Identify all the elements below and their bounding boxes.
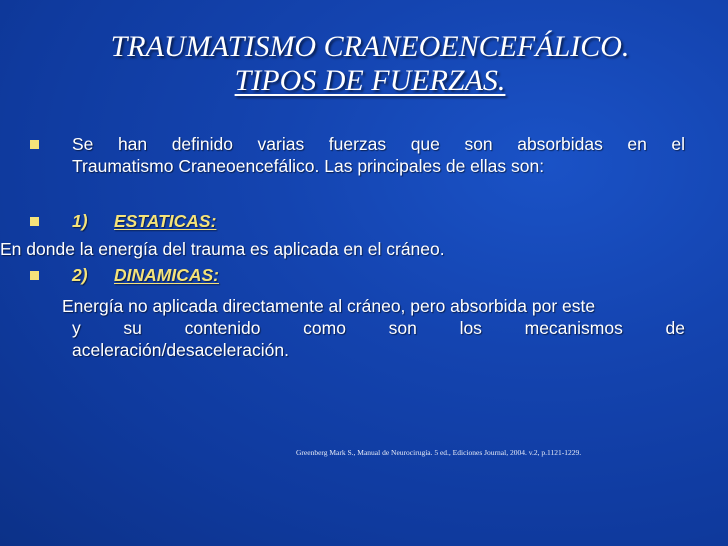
dynamic-line-1: Energía no aplicada directamente al cráneo, pero absorbida por este xyxy=(62,296,596,316)
title-line-2: TIPOS DE FUERZAS. xyxy=(234,64,506,97)
bullet-square-icon xyxy=(30,271,39,280)
intro-line-2: Traumatismo Craneoencefálico. Las principales de ellas son: xyxy=(72,156,545,176)
bullet-square-icon xyxy=(30,217,39,226)
dynamic-line-3: aceleración/desaceleración. xyxy=(72,340,289,360)
dynamic-line-2: y su contenido como son los mecanismos de xyxy=(72,318,685,338)
citation: Greenberg Mark S., Manual de Neurocirugía. 5 ed., Ediciones Journal, 2004. v.2, p.1121-1229. xyxy=(296,448,582,457)
dynamic-label: DINAMICAS: xyxy=(114,265,219,285)
slide-title xyxy=(40,30,700,98)
static-label: ESTATICAS: xyxy=(114,211,217,231)
dynamic-number: 2) xyxy=(72,265,88,285)
static-number: 1) xyxy=(72,211,88,231)
bullet-square-icon xyxy=(30,140,39,149)
dynamic-heading xyxy=(72,264,219,286)
static-description: En donde la energía del trauma es aplicada en el cráneo. xyxy=(0,239,445,259)
title-line-1: TRAUMATISMO CRANEOENCEFÁLICO. xyxy=(110,30,630,63)
intro-line-1: Se han definido varias fuerzas que son absorbidas en el xyxy=(72,134,685,154)
static-heading xyxy=(72,210,216,232)
